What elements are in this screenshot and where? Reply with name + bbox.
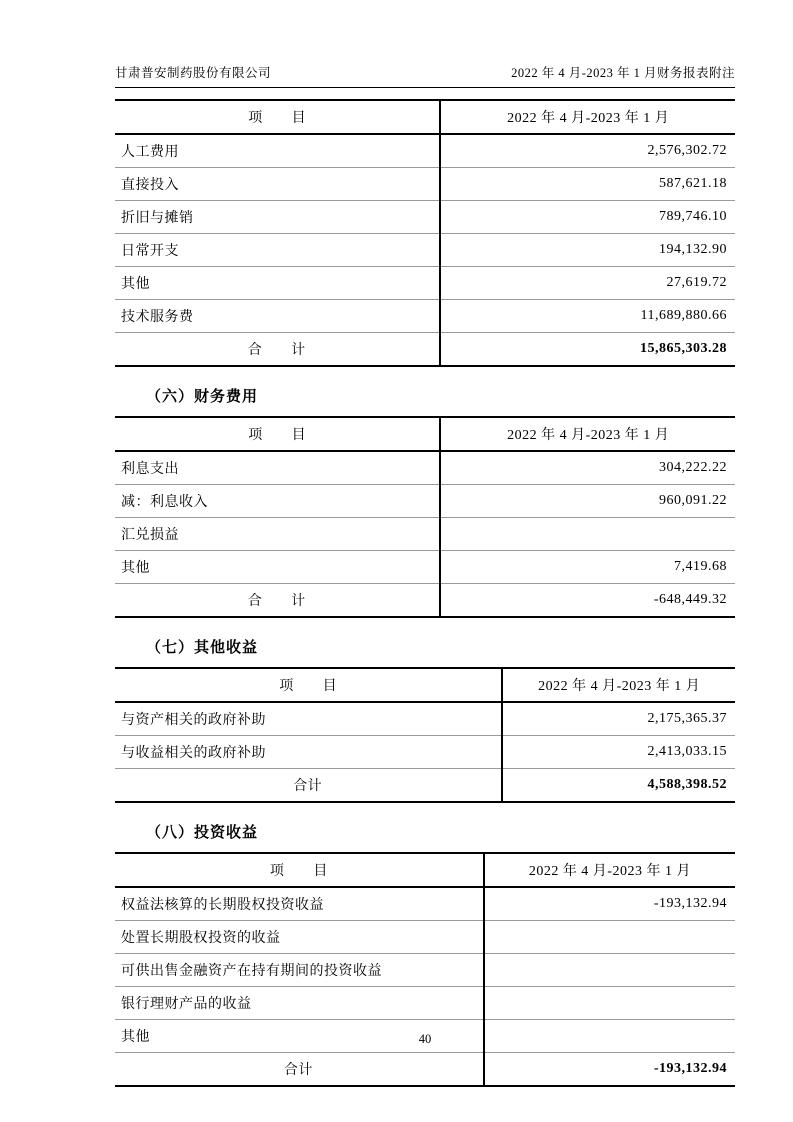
- company-name: 甘肃普安制药股份有限公司: [115, 66, 272, 80]
- column-header-period: 2022 年 4 月-2023 年 1 月: [440, 417, 735, 451]
- table-total-row: [115, 584, 735, 618]
- row-label: 减：利息收入: [115, 485, 440, 518]
- row-label: 人工费用: [115, 134, 440, 168]
- row-label: 其他: [115, 267, 440, 300]
- row-label: 利息支出: [115, 451, 440, 485]
- row-value: [484, 987, 735, 1020]
- table-header-row: [115, 417, 735, 451]
- row-label: 日常开支: [115, 234, 440, 267]
- row-label: 其他: [115, 551, 440, 584]
- table-row: [115, 451, 735, 485]
- table-row: [115, 201, 735, 234]
- total-value: -648,449.32: [440, 584, 735, 618]
- page-header: [115, 66, 735, 88]
- total-value: 15,865,303.28: [440, 333, 735, 367]
- other-income-table: [115, 667, 735, 803]
- row-label: 可供出售金融资产在持有期间的投资收益: [115, 954, 484, 987]
- table-row: [115, 267, 735, 300]
- section-title-financial-expense: （六）财务费用: [146, 389, 259, 405]
- row-label: 折旧与摊销: [115, 201, 440, 234]
- table-header-row: [115, 853, 735, 887]
- table-header-row: [115, 100, 735, 134]
- row-label: 技术服务费: [115, 300, 440, 333]
- row-label: 汇兑损益: [115, 518, 440, 551]
- table-row: [115, 518, 735, 551]
- row-value: 11,689,880.66: [440, 300, 735, 333]
- column-header-period: 2022 年 4 月-2023 年 1 月: [440, 100, 735, 134]
- row-value: [484, 954, 735, 987]
- expense-detail-table: [115, 99, 735, 367]
- page-content: [115, 99, 735, 1087]
- row-label: 银行理财产品的收益: [115, 987, 484, 1020]
- table-row: [115, 921, 735, 954]
- table-row: [115, 702, 735, 736]
- table-row: [115, 300, 735, 333]
- column-header-item: 项 目: [115, 853, 484, 887]
- table-row: [115, 736, 735, 769]
- column-header-item: 项 目: [115, 100, 440, 134]
- section-title-other-income: （七）其他收益: [146, 640, 259, 656]
- table-row: [115, 485, 735, 518]
- table-total-row: [115, 769, 735, 803]
- row-value: 194,132.90: [440, 234, 735, 267]
- total-label: 合 计: [247, 343, 306, 358]
- row-value: 7,419.68: [440, 551, 735, 584]
- table-row: [115, 551, 735, 584]
- column-header-period: 2022 年 4 月-2023 年 1 月: [484, 853, 735, 887]
- table-total-row: [115, 1053, 735, 1087]
- section-title-investment-income: （八）投资收益: [146, 825, 259, 841]
- row-value: 2,175,365.37: [502, 702, 735, 736]
- row-value: 587,621.18: [440, 168, 735, 201]
- row-value: 27,619.72: [440, 267, 735, 300]
- total-value: 4,588,398.52: [502, 769, 735, 803]
- row-label: 与资产相关的政府补助: [115, 702, 502, 736]
- table-row: [115, 234, 735, 267]
- row-value: -193,132.94: [484, 887, 735, 921]
- table-total-row: [115, 333, 735, 367]
- total-label: 合计: [293, 779, 323, 794]
- row-label: 与收益相关的政府补助: [115, 736, 502, 769]
- table-row: [115, 954, 735, 987]
- row-label: 直接投入: [115, 168, 440, 201]
- total-value: -193,132.94: [484, 1053, 735, 1087]
- row-value: 2,576,302.72: [440, 134, 735, 168]
- row-value: [440, 518, 735, 551]
- column-header-item: 项 目: [115, 417, 440, 451]
- column-header-item: 项 目: [115, 668, 502, 702]
- financial-expense-table: [115, 416, 735, 618]
- table-row: [115, 168, 735, 201]
- row-value: 304,222.22: [440, 451, 735, 485]
- investment-income-table: [115, 852, 735, 1087]
- table-row: [115, 134, 735, 168]
- row-value: 2,413,033.15: [502, 736, 735, 769]
- row-value: 960,091.22: [440, 485, 735, 518]
- row-label: 处置长期股权投资的收益: [115, 921, 484, 954]
- row-label: 权益法核算的长期股权投资收益: [115, 887, 484, 921]
- row-value: [484, 921, 735, 954]
- row-label: 其他: [115, 1020, 484, 1053]
- total-label: 合 计: [247, 594, 306, 609]
- table-header-row: [115, 668, 735, 702]
- document-title: 2022 年 4 月-2023 年 1 月财务报表附注: [511, 66, 735, 80]
- total-label: 合计: [283, 1063, 313, 1078]
- table-row: [115, 887, 735, 921]
- table-row: [115, 987, 735, 1020]
- column-header-period: 2022 年 4 月-2023 年 1 月: [502, 668, 735, 702]
- row-value: 789,746.10: [440, 201, 735, 234]
- page-number: 40: [418, 1032, 432, 1046]
